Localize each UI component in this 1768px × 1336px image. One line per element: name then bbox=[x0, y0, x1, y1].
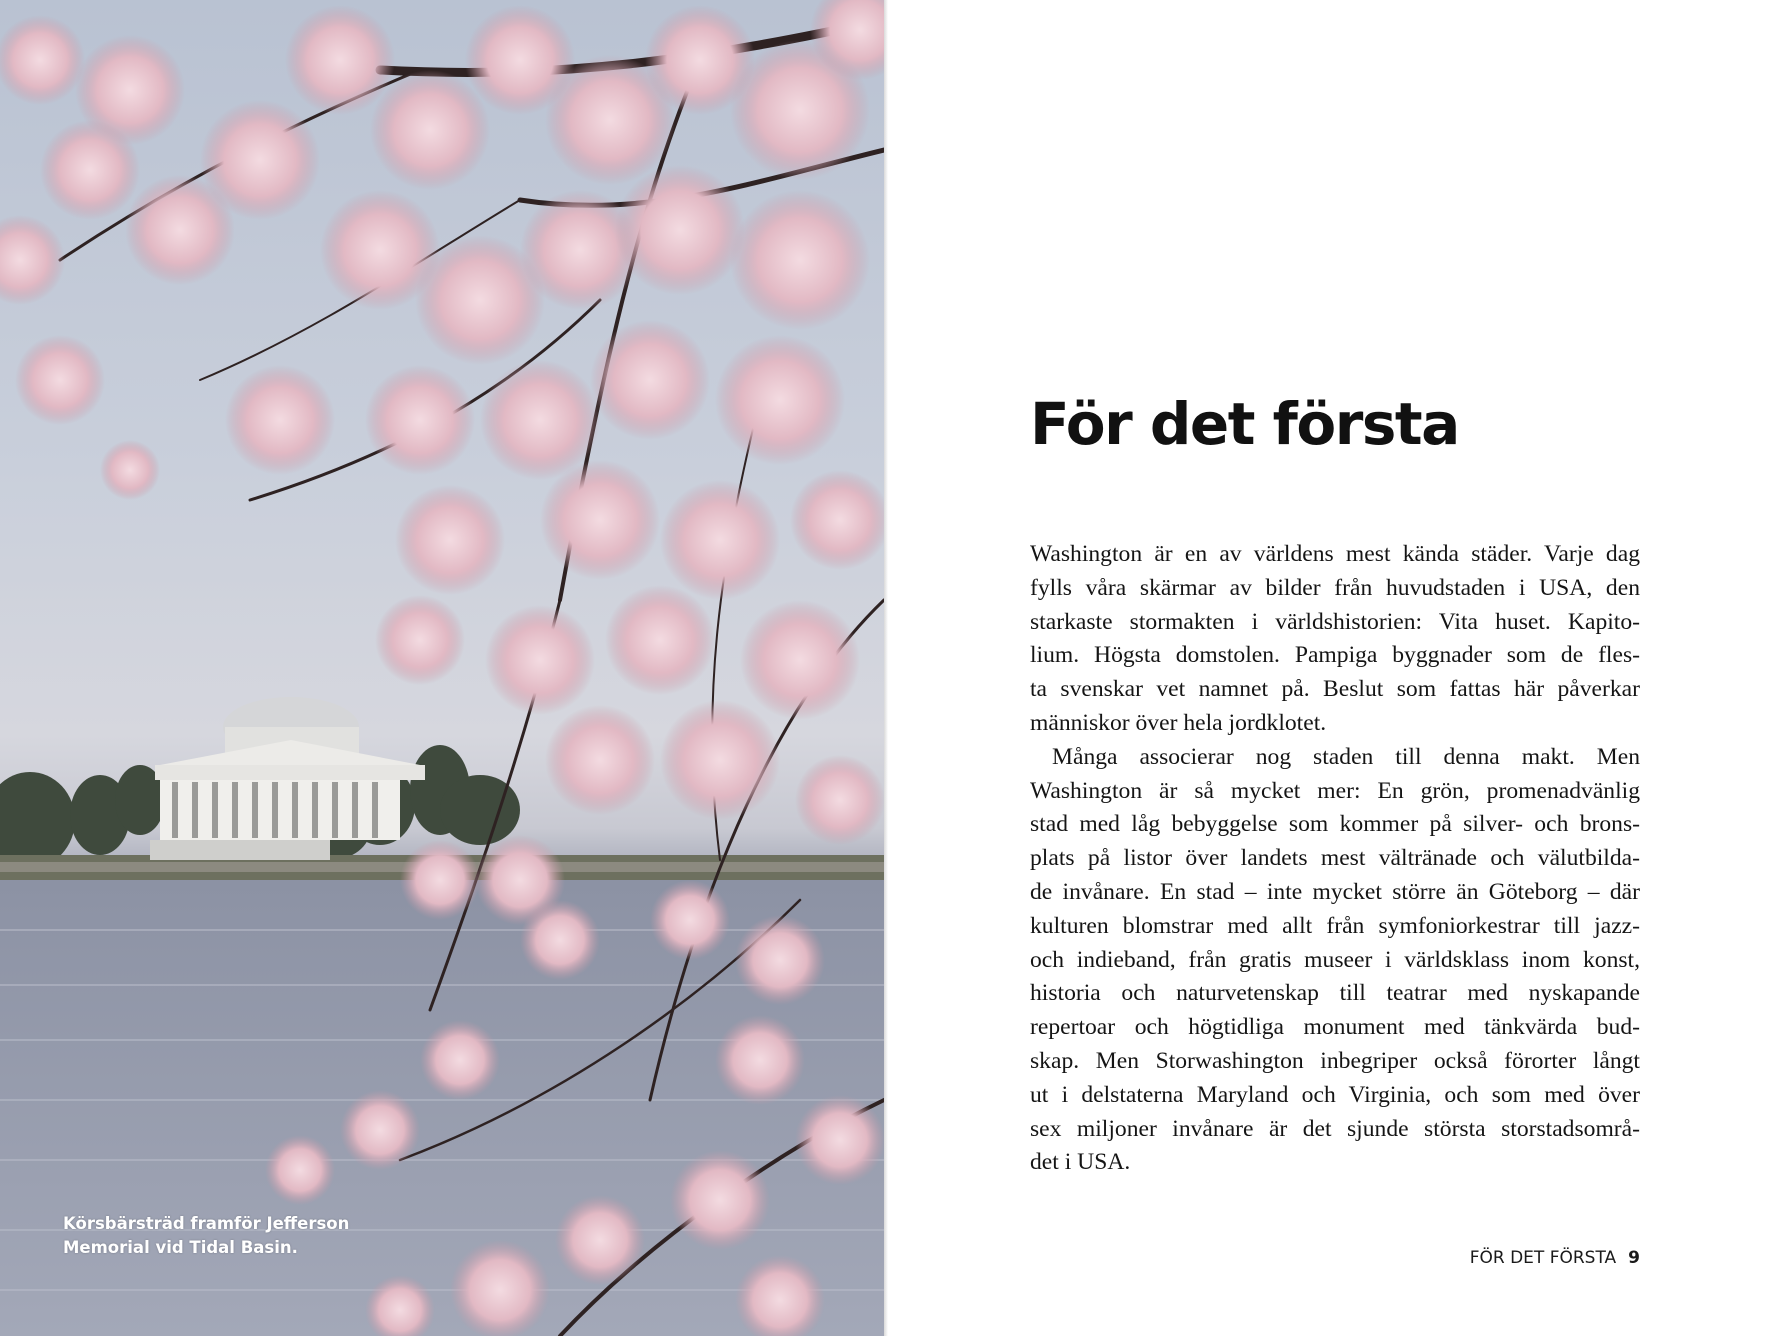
body-text bbox=[1030, 538, 1640, 1180]
text-line: de invånare. En stad – inte mycket större än Göteborg – där bbox=[1030, 878, 1640, 905]
text-line: människor över hela jordklotet. bbox=[1030, 709, 1327, 736]
text-line: det i USA. bbox=[1030, 1149, 1131, 1176]
text-line: lium. Högsta domstolen. Pampiga byggnader som de fles- bbox=[1030, 642, 1640, 669]
photo-caption bbox=[63, 1212, 363, 1260]
paragraph-2 bbox=[1030, 741, 1640, 1180]
text-line: starkaste stormakten i världshistorien: Vita huset. Kapito- bbox=[1030, 608, 1640, 635]
text-line: sex miljoner invånare är det sjunde största storstadsområ- bbox=[1030, 1115, 1640, 1142]
text-line: Washington är så mycket mer: En grön, promenadvänlig bbox=[1030, 777, 1640, 804]
chapter-heading: För det första bbox=[1030, 390, 1459, 458]
running-head: FÖR DET FÖRSTA bbox=[1469, 1248, 1617, 1268]
text-line: historia och naturvetenskap till teatrar med nyskapande bbox=[1030, 980, 1640, 1007]
text-line: och indieband, från gratis museer i världsklass inom konst, bbox=[1030, 946, 1640, 973]
text-line: fylls våra skärmar av bilder från huvudstaden i USA, den bbox=[1030, 574, 1640, 601]
text-line: plats på listor över landets mest vältränade och välutbilda- bbox=[1030, 845, 1640, 872]
text-line: Många associerar nog staden till denna makt. Men bbox=[1052, 743, 1640, 770]
text-line: kulturen blomstrar med allt från symfoniorkestrar till jazz- bbox=[1030, 912, 1640, 939]
text-line: skap. Men Storwashington inbegriper också förorter långt bbox=[1030, 1047, 1640, 1074]
paragraph-1 bbox=[1030, 538, 1640, 741]
jefferson-memorial bbox=[150, 697, 425, 860]
text-line: stad med låg bebyggelse som kommer på silver- och brons- bbox=[1030, 811, 1640, 838]
page-footer bbox=[1450, 1248, 1640, 1268]
caption-line-2: Memorial vid Tidal Basin. bbox=[63, 1238, 298, 1257]
text-line: ta svenskar vet namnet på. Beslut som fattas här påverkar bbox=[1030, 676, 1640, 703]
text-line: repertoar och högtidliga monument med tänkvärda bud- bbox=[1030, 1014, 1640, 1041]
text-line: ut i delstaterna Maryland och Virginia, och som med över bbox=[1030, 1081, 1640, 1108]
text-line: Washington är en av världens mest kända städer. Varje dag bbox=[1030, 541, 1640, 567]
page-number: 9 bbox=[1628, 1248, 1640, 1268]
caption-line-1: Körsbärsträd framför Jefferson bbox=[63, 1214, 350, 1233]
